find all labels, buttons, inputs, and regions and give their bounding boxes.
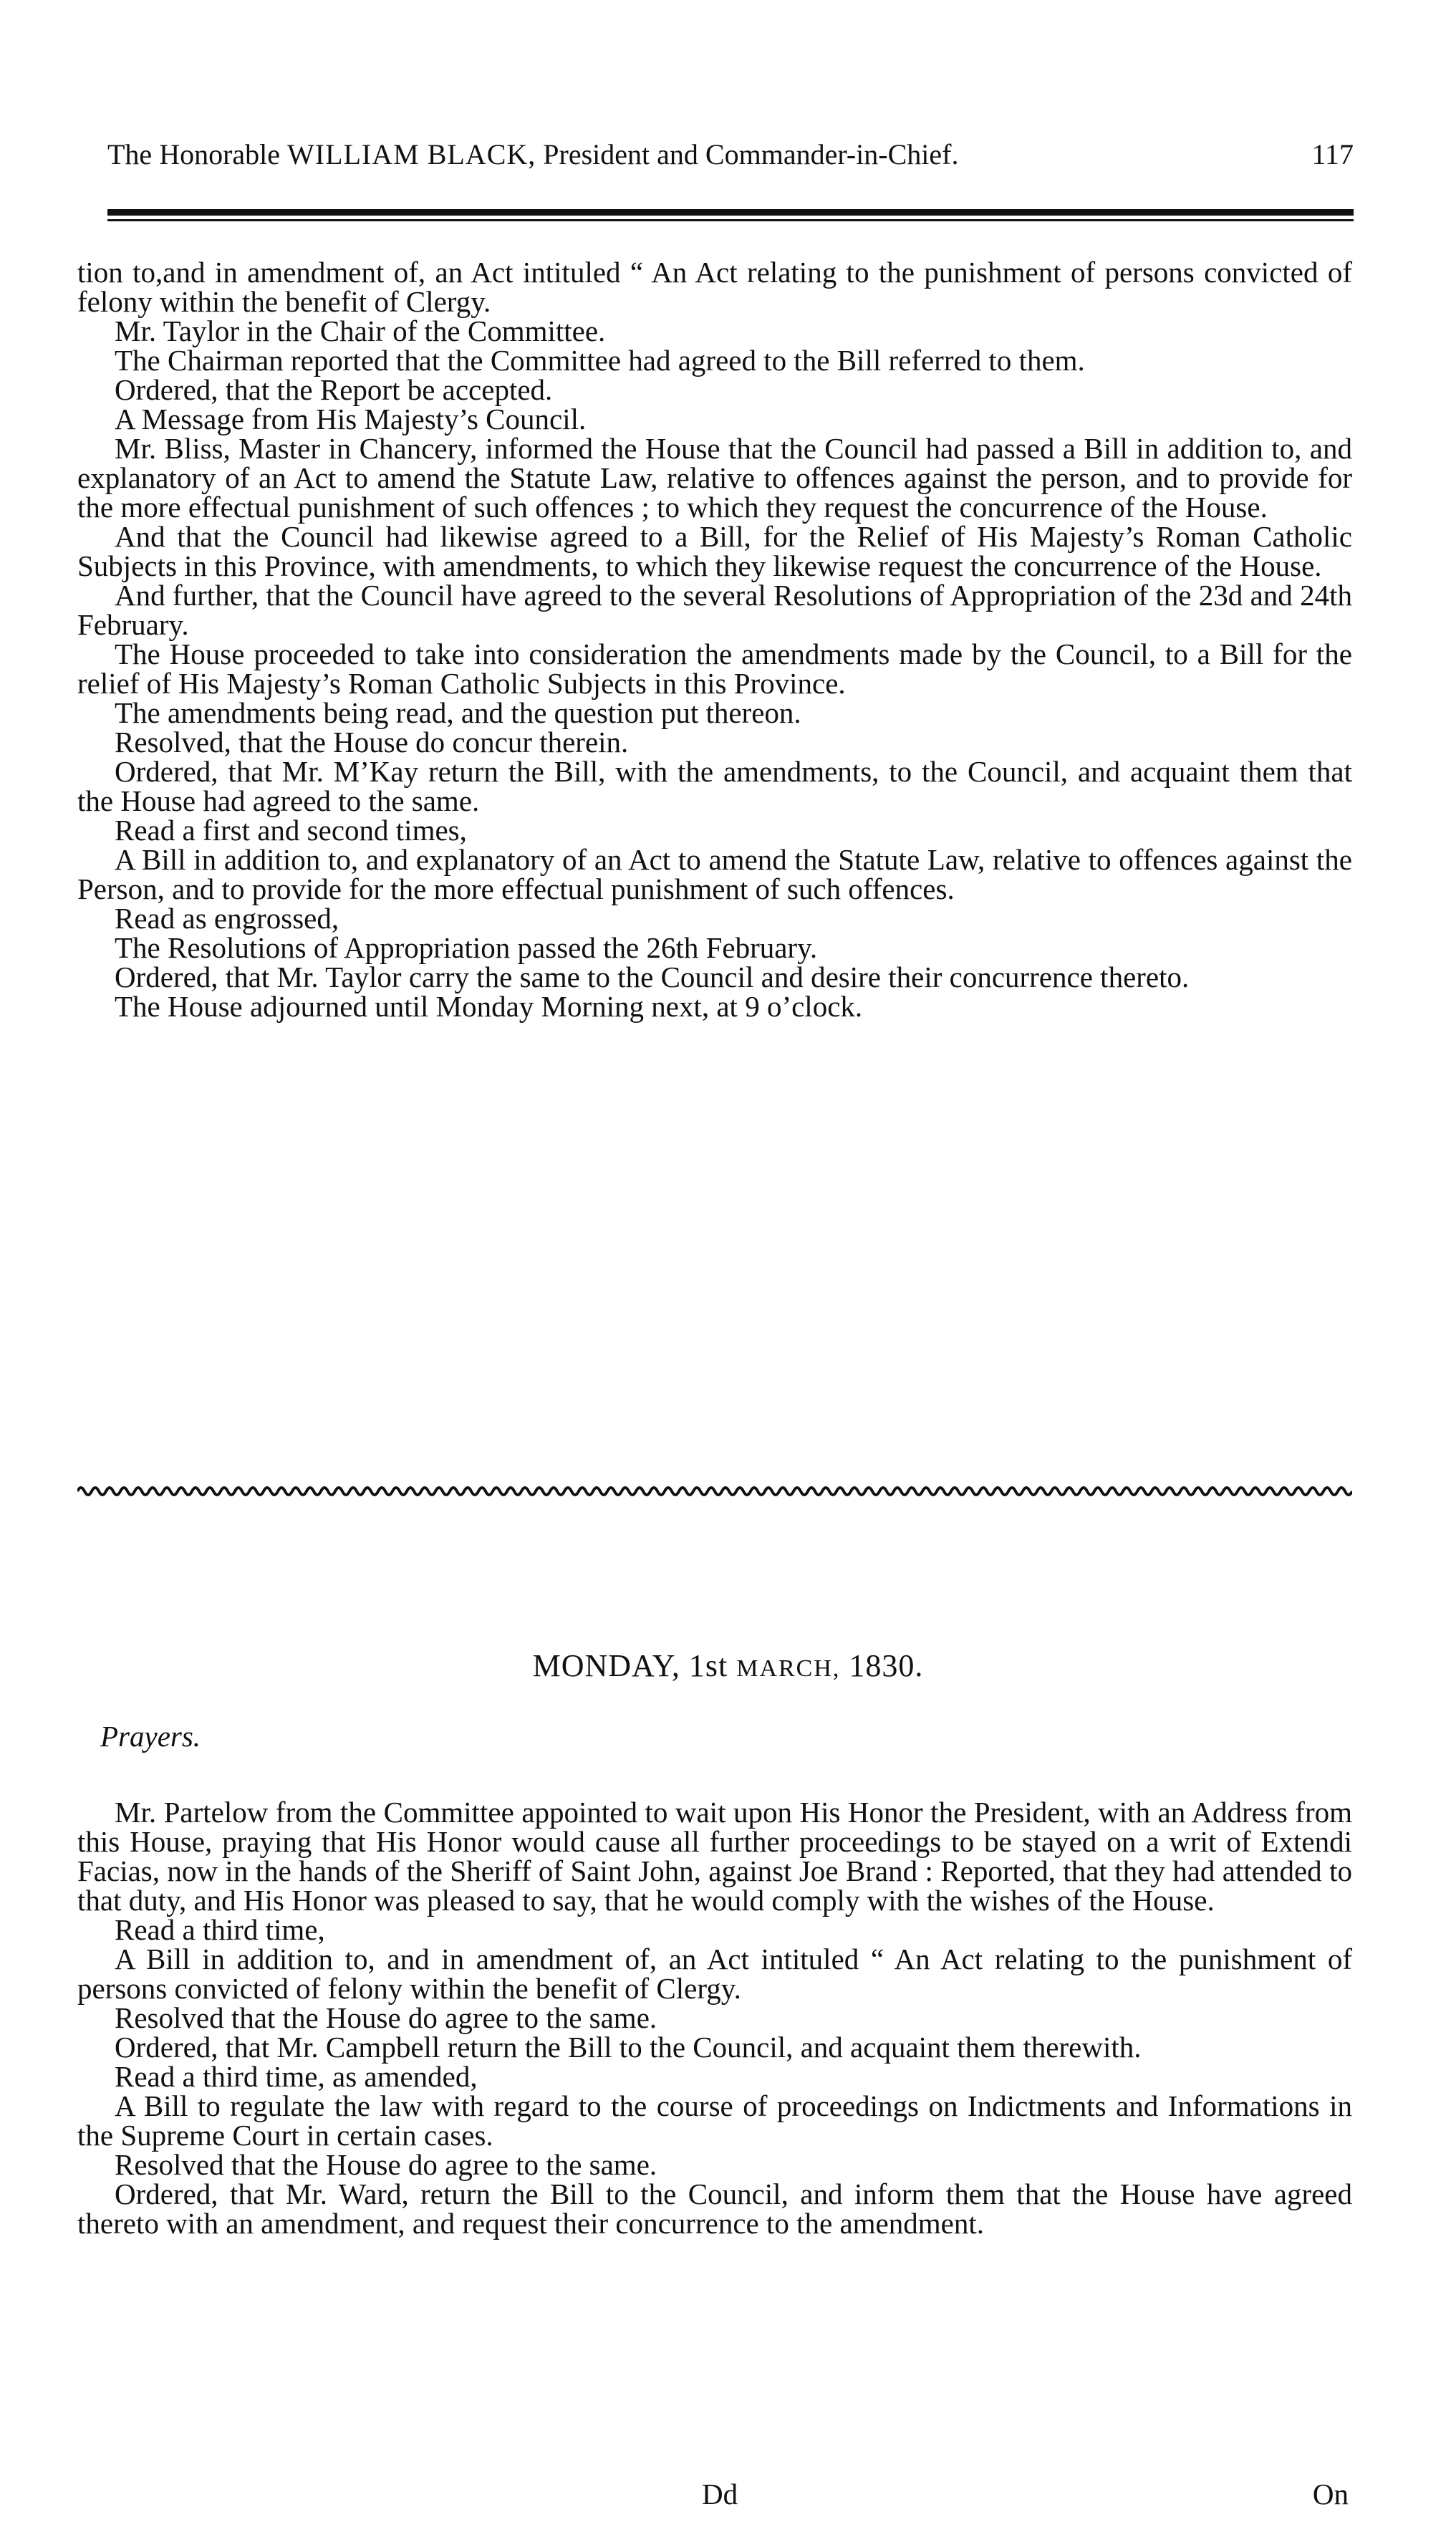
day-heading-month: MARCH, [736,1655,841,1682]
running-header [107,138,1354,171]
paragraph: And that the Council had likewise agreed to a Bill, for the Relief of His Majesty’s Roman Catholic Subjects in this Province, with amendments, to which they likewise request the concurrence of the House. [77,520,1352,582]
paragraph: Ordered, that Mr. Ward, return the Bill to the Council, and inform them that the House have agreed thereto with an amendment, and request their concurrence to the amendment. [77,2177,1352,2240]
proceedings-section-1 [77,258,1352,1021]
paragraph: The amendments being read, and the question put thereon. [115,696,801,729]
paragraph: A Message from His Majesty’s Council. [115,403,587,435]
paragraph: Ordered, that Mr. Taylor carry the same to the Council and desire their concurrence thereto. [115,961,1190,993]
header-rule-thin [107,219,1354,221]
paragraph: Mr. Bliss, Master in Chancery, informed the House that the Council had passed a Bill in addition to, and explanatory of an Act to amend the Statute Law, relative to offences against the person, and to provide for the more effectual punishment of such offences ; to which they request the concurrence of the House. [77,432,1352,524]
paragraph: A Bill in addition to, and explanatory of an Act to amend the Statute Law, relative to offences against the Person, and to provide for the more effectual punishment of such offences. [77,843,1352,905]
paragraph: The House proceeded to take into consideration the amendments made by the Council, to a Bill for the relief of His Majesty’s Roman Catholic Subjects in this Province. [77,637,1352,700]
header-name: WILLIAM BLACK, [287,138,536,170]
paragraph: The Chairman reported that the Committee had agreed to the Bill referred to them. [115,344,1085,377]
paragraph: The Resolutions of Appropriation passed the 26th February. [115,931,818,964]
paragraph: A Bill in addition to, and in amendment of, an Act intituled “ An Act relating to the punishment of persons convicted of felony within the benefit of Clergy. [77,1943,1352,2005]
day-heading-main: MONDAY, 1st [532,1648,737,1683]
paragraph: Resolved that the House do agree to the same. [115,2001,657,2034]
paragraph: Resolved, that the House do concur therein. [115,726,629,759]
catchword: On [1312,2478,1349,2511]
prayers-label: Prayers. [100,1720,201,1753]
page-number: 117 [1311,138,1354,170]
paragraph: Mr. Partelow from the Committee appointed to wait upon His Honor the President, with an Address from this House, praying that His Honor would cause all further proceedings to be stayed on a writ of Extendi Facias, now in the hands of the Sheriff of Saint John, against Joe Brand : Reported, that they had attended to that duty, and His Honor was pleased to say, that he would comply with the wishes of the House. [77,1796,1352,1917]
signature-mark: Dd [702,2478,738,2511]
paragraph: Resolved that the House do agree to the same. [115,2148,657,2181]
day-heading [0,1647,1456,1684]
day-heading-year: 1830. [840,1648,924,1683]
paragraph: And further, that the Council have agreed to the several Resolutions of Appropriation of the 23d and 24th February. [77,579,1352,641]
header-rule-thick [107,209,1354,216]
paragraph: Read a third time, as amended, [115,2060,478,2093]
paragraph: Read a third time, [115,1913,325,1946]
paragraph: Ordered, that the Report be accepted. [115,373,553,406]
section-divider [77,1483,1352,1500]
paragraph: Ordered, that Mr. M’Kay return the Bill, with the amendments, to the Council, and acquaint them that the House had agreed to the same. [77,755,1352,817]
paragraph: Ordered, that Mr. Campbell return the Bill to the Council, and acquaint them therewith. [115,2031,1142,2064]
paragraph: The House adjourned until Monday Morning next, at 9 o’clock. [115,990,863,1023]
paragraph: tion to,and in amendment of, an Act intituled “ An Act relating to the punishment of persons convicted of felony within the benefit of Clergy. [77,256,1352,318]
paragraph: A Bill to regulate the law with regard to the course of proceedings on Indictments and Informations in the Supreme Court in certain cases. [77,2089,1352,2152]
header-suffix: President and Commander-in-Chief. [536,138,959,170]
paragraph: Mr. Taylor in the Chair of the Committee. [115,314,606,347]
header-prefix: The Honorable [107,138,288,170]
proceedings-section-2 [77,1798,1352,2238]
paragraph: Read a first and second times, [115,814,467,847]
paragraph: Read as engrossed, [115,902,339,935]
